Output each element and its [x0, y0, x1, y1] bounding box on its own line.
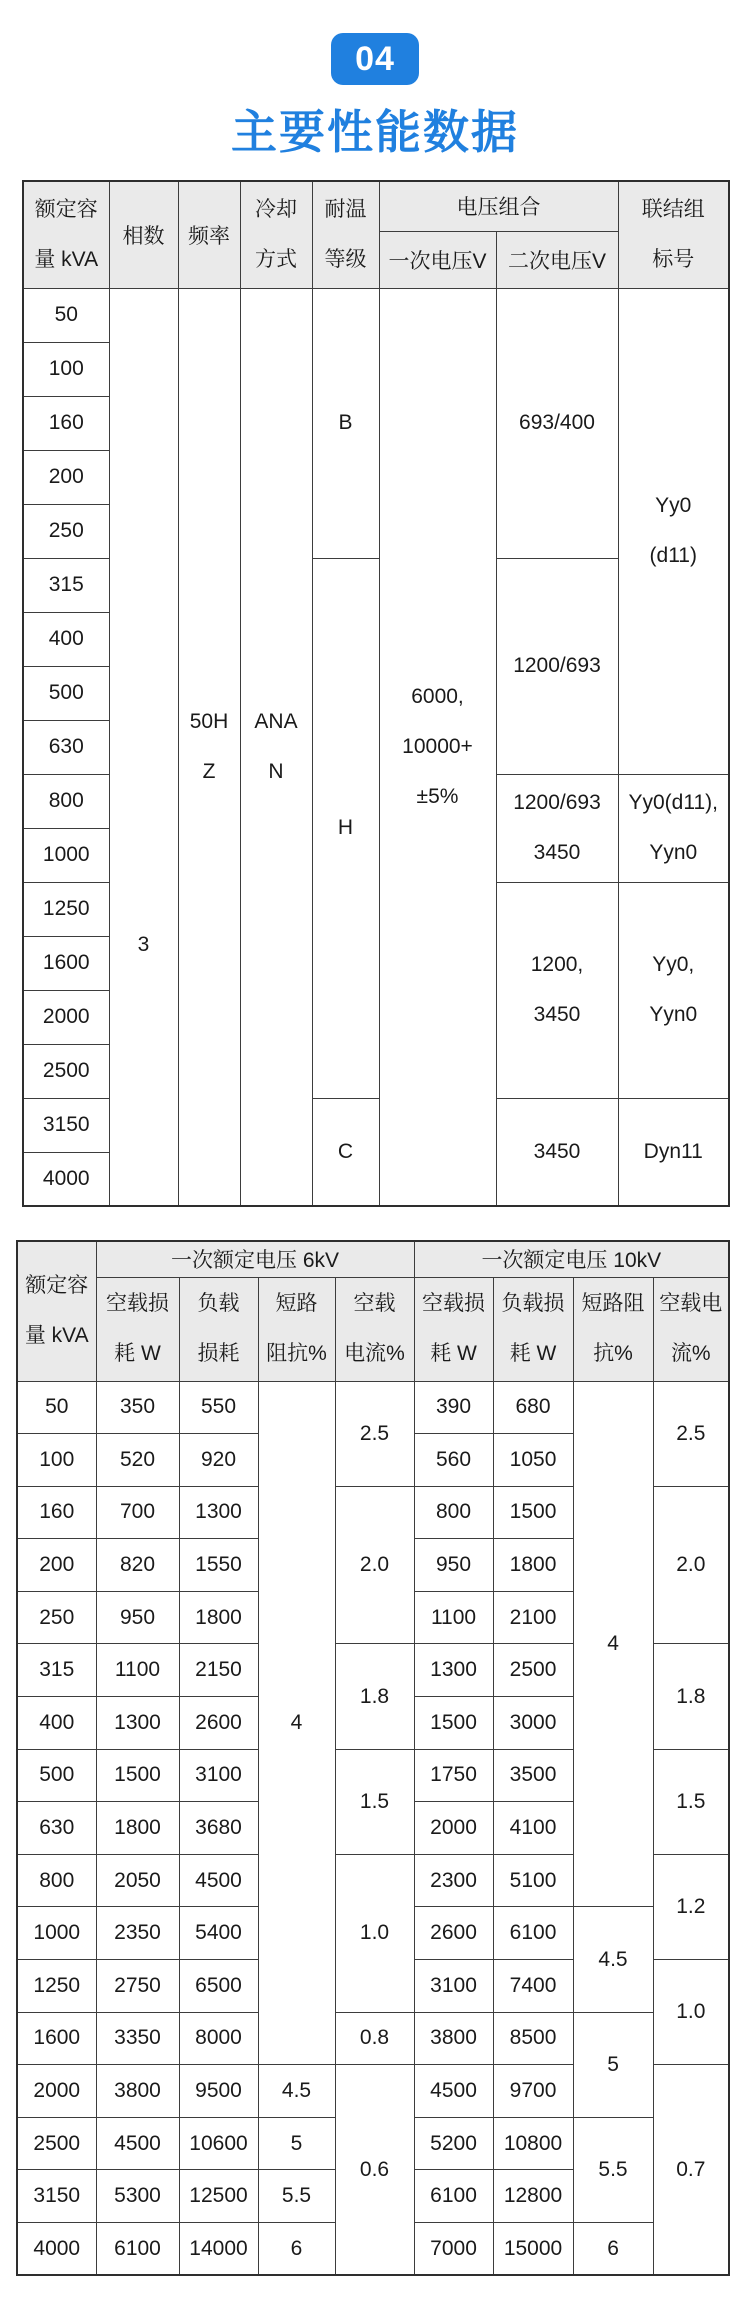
data-cell: 3000 [493, 1697, 573, 1750]
cell-line: 50H [189, 709, 229, 733]
data-cell: Dyn11 [618, 1098, 729, 1206]
table-row [17, 1381, 729, 1434]
data-cell: 2.5 [335, 1381, 414, 1486]
data-cell: 400 [23, 612, 109, 666]
data-cell: 5300 [96, 2170, 179, 2223]
data-cell: 1600 [23, 936, 109, 990]
data-cell: 350 [96, 1381, 179, 1434]
data-cell: 1050 [493, 1434, 573, 1487]
data-cell: 3680 [179, 1802, 258, 1855]
header-row [17, 1241, 729, 1277]
data-cell: 200 [17, 1539, 96, 1592]
data-cell: 4 [258, 1381, 335, 2065]
data-cell: 4500 [179, 1854, 258, 1907]
data-cell: 2750 [96, 1960, 179, 2013]
data-cell: 315 [23, 558, 109, 612]
data-cell: 3100 [179, 1749, 258, 1802]
data-cell: 7000 [414, 2223, 493, 2276]
cell-line: N [268, 759, 284, 783]
data-cell: 4500 [414, 2065, 493, 2118]
cell-line: 额定容 [34, 197, 98, 221]
data-cell: 560 [414, 1434, 493, 1487]
data-cell: 800 [414, 1486, 493, 1539]
cell-line: 负载 [197, 1292, 240, 1315]
data-cell: 1800 [179, 1591, 258, 1644]
data-cell: 10600 [179, 2117, 258, 2170]
cell-line: 耗 W [509, 1342, 557, 1365]
cell-line: 耗 W [114, 1342, 161, 1365]
header-cell [23, 181, 109, 288]
cell-line: 3450 [533, 1003, 581, 1026]
data-cell: 1.8 [653, 1644, 729, 1749]
data-cell: 4.5 [258, 2065, 335, 2118]
cell-line: Z [202, 759, 216, 783]
data-cell [618, 288, 729, 774]
data-cell [496, 774, 618, 882]
data-cell: 630 [17, 1802, 96, 1855]
data-cell: 2150 [179, 1644, 258, 1697]
data-cell: 0.7 [653, 2065, 729, 2275]
data-cell: B [312, 288, 379, 558]
data-cell: 2300 [414, 1854, 493, 1907]
data-cell: 1300 [96, 1697, 179, 1750]
data-cell: 3350 [96, 2012, 179, 2065]
data-cell: 1550 [179, 1539, 258, 1592]
data-cell: 6 [573, 2223, 653, 2276]
cell-line: Yyn0 [649, 841, 698, 864]
cell-line: 量 kVA [24, 1324, 89, 1348]
cell-line: 抗% [593, 1342, 633, 1365]
data-cell: 950 [414, 1539, 493, 1592]
cell-line: 负载损 [501, 1292, 565, 1315]
data-cell: 1300 [179, 1486, 258, 1539]
cell-line: Yy0 [655, 494, 692, 517]
header-cell [573, 1277, 653, 1381]
data-cell: H [312, 558, 379, 1098]
cell-line: ANA [254, 709, 298, 733]
data-cell: 2600 [414, 1907, 493, 1960]
data-cell: 5100 [493, 1854, 573, 1907]
section-number-badge: 04 [331, 33, 419, 85]
cell-line: 阻抗% [266, 1342, 327, 1365]
header-cell [414, 1277, 493, 1381]
cell-line: (d11) [649, 544, 697, 567]
data-cell: 160 [23, 396, 109, 450]
data-cell: 9500 [179, 2065, 258, 2118]
header-row [17, 1277, 729, 1381]
data-cell: 4000 [17, 2223, 96, 2276]
cell-line: 10000+ [402, 734, 473, 758]
data-cell: 1100 [96, 1644, 179, 1697]
data-cell: 1.8 [335, 1644, 414, 1749]
data-cell: 6500 [179, 1960, 258, 2013]
data-cell: 1.5 [335, 1749, 414, 1854]
data-cell: 315 [17, 1644, 96, 1697]
data-cell: 630 [23, 720, 109, 774]
data-cell: 1800 [493, 1539, 573, 1592]
data-cell: 250 [17, 1591, 96, 1644]
data-cell: 1250 [23, 882, 109, 936]
cell-line: ±5% [416, 784, 459, 808]
data-cell: 1.0 [335, 1854, 414, 2012]
page-title: 主要性能数据 [231, 106, 519, 158]
data-cell: 2000 [23, 990, 109, 1044]
page-header [0, 0, 750, 162]
data-cell: 7400 [493, 1960, 573, 2013]
header-cell: 一次额定电压 10kV [414, 1241, 729, 1277]
data-cell: 5400 [179, 1907, 258, 1960]
data-cell: 2.0 [335, 1486, 414, 1644]
data-cell: 6100 [96, 2223, 179, 2276]
data-cell: 1600 [17, 2012, 96, 2065]
loss-data-table [16, 1240, 730, 2276]
header-cell [96, 1277, 179, 1381]
cell-line: 流% [670, 1342, 711, 1365]
data-cell: 100 [23, 342, 109, 396]
data-cell: 950 [96, 1591, 179, 1644]
header-cell: 一次电压V [379, 231, 496, 288]
data-cell: 3500 [493, 1749, 573, 1802]
data-cell: 8500 [493, 2012, 573, 2065]
cell-line: Yy0, [652, 953, 695, 976]
header-cell [653, 1277, 729, 1381]
data-cell: 1.0 [653, 1960, 729, 2065]
data-cell: 4.5 [573, 1907, 653, 2012]
cell-line: 耐温 [324, 197, 367, 221]
data-cell: 820 [96, 1539, 179, 1592]
header-cell [312, 181, 379, 288]
cell-line: 等级 [324, 247, 367, 271]
data-cell: 15000 [493, 2223, 573, 2276]
data-cell: 12500 [179, 2170, 258, 2223]
data-cell: 2500 [23, 1044, 109, 1098]
cell-line: 方式 [255, 247, 297, 271]
data-cell: 2500 [17, 2117, 96, 2170]
cell-line: 电流% [344, 1342, 405, 1365]
cell-line: 3450 [533, 841, 581, 864]
data-cell: 1.5 [653, 1749, 729, 1854]
cell-line: 标号 [652, 247, 695, 271]
data-cell [496, 882, 618, 1098]
data-cell: 1500 [96, 1749, 179, 1802]
data-cell: 250 [23, 504, 109, 558]
data-cell: 1000 [23, 828, 109, 882]
data-cell: 3450 [496, 1098, 618, 1206]
data-cell: 550 [179, 1381, 258, 1434]
table-row [17, 2012, 729, 2065]
data-cell: 4100 [493, 1802, 573, 1855]
data-cell: 680 [493, 1381, 573, 1434]
data-cell: 160 [17, 1486, 96, 1539]
data-cell: 0.6 [335, 2065, 414, 2275]
data-cell: 5.5 [258, 2170, 335, 2223]
data-cell: 5.5 [573, 2117, 653, 2222]
header-cell [493, 1277, 573, 1381]
data-cell: 3150 [17, 2170, 96, 2223]
data-cell: 3150 [23, 1098, 109, 1152]
data-cell: 9700 [493, 2065, 573, 2118]
data-cell: 1500 [493, 1486, 573, 1539]
data-cell: 2600 [179, 1697, 258, 1750]
cell-line: 损耗 [197, 1342, 240, 1365]
data-cell: 200 [23, 450, 109, 504]
data-cell: 5200 [414, 2117, 493, 2170]
data-cell: 2.5 [653, 1381, 729, 1486]
data-cell: 10800 [493, 2117, 573, 2170]
data-cell: 8000 [179, 2012, 258, 2065]
data-cell: 6100 [414, 2170, 493, 2223]
data-cell: 1300 [414, 1644, 493, 1697]
data-cell: 800 [17, 1854, 96, 1907]
data-cell: 3 [109, 288, 178, 1206]
data-cell: 2000 [17, 2065, 96, 2118]
cell-line: 空载 [353, 1292, 396, 1315]
data-cell: 2.0 [653, 1486, 729, 1644]
header-cell [618, 181, 729, 288]
data-cell: 1500 [414, 1697, 493, 1750]
data-cell: 500 [23, 666, 109, 720]
data-cell: 12800 [493, 2170, 573, 2223]
header-cell [258, 1277, 335, 1381]
cell-line: 联结组 [641, 197, 705, 221]
data-cell: 1.2 [653, 1854, 729, 1959]
data-cell: 1100 [414, 1591, 493, 1644]
header-cell [240, 181, 312, 288]
performance-spec-table [22, 180, 730, 1207]
data-cell: 5 [258, 2117, 335, 2170]
cell-line: Yyn0 [649, 1003, 698, 1026]
data-cell: 6100 [493, 1907, 573, 1960]
data-cell: 700 [96, 1486, 179, 1539]
cell-line: 6000, [411, 684, 464, 708]
header-cell [179, 1277, 258, 1381]
header-cell: 二次电压V [496, 231, 618, 288]
cell-line: Yy0(d11), [628, 791, 718, 814]
header-cell [335, 1277, 414, 1381]
data-cell: 14000 [179, 2223, 258, 2276]
data-cell: 100 [17, 1434, 96, 1487]
data-cell: 3800 [414, 2012, 493, 2065]
data-cell: 1750 [414, 1749, 493, 1802]
data-cell: 2100 [493, 1591, 573, 1644]
cell-line: 1200, [530, 953, 584, 976]
data-cell: 2500 [493, 1644, 573, 1697]
data-cell: 4000 [23, 1152, 109, 1206]
cell-line: 额定容 [25, 1274, 89, 1298]
data-cell: 520 [96, 1434, 179, 1487]
data-cell: 2000 [414, 1802, 493, 1855]
cell-line: 量 kVA [34, 247, 99, 271]
data-cell: C [312, 1098, 379, 1206]
data-cell: 50 [23, 288, 109, 342]
data-cell: 2050 [96, 1854, 179, 1907]
cell-line: 短路阻 [581, 1292, 645, 1315]
data-cell [618, 774, 729, 882]
data-cell: 390 [414, 1381, 493, 1434]
header-cell: 电压组合 [379, 181, 618, 231]
data-cell [178, 288, 240, 1206]
table-row [23, 288, 729, 342]
header-row [23, 181, 729, 231]
cell-line: 冷却 [255, 197, 297, 221]
header-cell: 一次额定电压 6kV [96, 1241, 414, 1277]
data-cell: 1000 [17, 1907, 96, 1960]
data-cell: 0.8 [335, 2012, 414, 2065]
data-cell: 920 [179, 1434, 258, 1487]
cell-line: 空载损 [106, 1292, 169, 1315]
cell-line: 1200/693 [513, 791, 601, 814]
data-cell: 50 [17, 1381, 96, 1434]
cell-line: 短路 [275, 1292, 318, 1315]
cell-line: 耗 W [430, 1342, 477, 1365]
data-cell: 5 [573, 2012, 653, 2117]
data-cell: 1200/693 [496, 558, 618, 774]
data-cell: 3100 [414, 1960, 493, 2013]
data-cell: 400 [17, 1697, 96, 1750]
data-cell: 1800 [96, 1802, 179, 1855]
data-cell: 2350 [96, 1907, 179, 1960]
cell-line: 空载电 [659, 1292, 723, 1315]
header-cell: 频率 [178, 181, 240, 288]
data-cell: 1250 [17, 1960, 96, 2013]
data-cell: 500 [17, 1749, 96, 1802]
data-cell [379, 288, 496, 1206]
data-cell [240, 288, 312, 1206]
data-cell: 693/400 [496, 288, 618, 558]
data-cell [618, 882, 729, 1098]
data-cell: 6 [258, 2223, 335, 2276]
data-cell: 3800 [96, 2065, 179, 2118]
data-cell: 800 [23, 774, 109, 828]
data-cell: 4 [573, 1381, 653, 1907]
header-cell [17, 1241, 96, 1381]
data-cell: 4500 [96, 2117, 179, 2170]
cell-line: 空载损 [422, 1292, 486, 1315]
header-cell: 相数 [109, 181, 178, 288]
